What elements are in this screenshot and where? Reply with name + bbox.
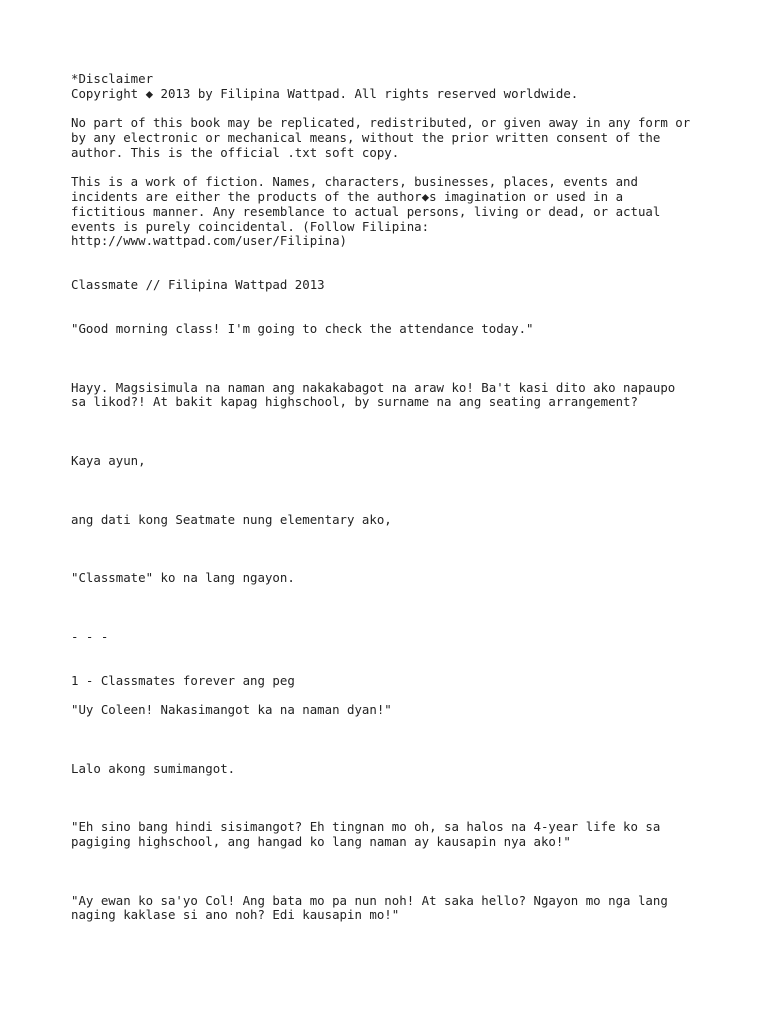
narration-line: sa likod?! At bakit kapag highschool, by surname na ang seating arrangement? xyxy=(71,394,638,409)
fiction-line: incidents are either the products of the author◆s imagination or used in a xyxy=(71,189,624,204)
chapter-heading: 1 - Classmates forever ang peg xyxy=(71,673,295,688)
narration-line: Hayy. Magsisimula na naman ang nakakabagot na araw ko! Ba't kasi dito ako napaupo xyxy=(71,380,676,395)
narration-line: Kaya ayun, xyxy=(71,453,146,468)
narration-line: Lalo akong sumimangot. xyxy=(71,761,236,776)
narration-line: ang dati kong Seatmate nung elementary ako, xyxy=(71,512,392,527)
dialogue-line: naging kaklase si ano noh? Edi kausapin mo!" xyxy=(71,907,400,922)
dialogue-line: "Eh sino bang hindi sisimangot? Eh tingnan mo oh, sa halos na 4-year life ko sa xyxy=(71,819,661,834)
fiction-line: events is purely coincidental. (Follow Filipina: xyxy=(71,219,430,234)
dialogue-line: "Uy Coleen! Nakasimangot ka na naman dyan!" xyxy=(71,702,392,717)
rights-line: author. This is the official .txt soft copy. xyxy=(71,145,400,160)
wattpad-url: http://www.wattpad.com/user/Filipina) xyxy=(71,233,348,248)
fiction-line: This is a work of fiction. Names, characters, businesses, places, events and xyxy=(71,174,638,189)
story-title-line: Classmate // Filipina Wattpad 2013 xyxy=(71,277,325,292)
fiction-line: fictitious manner. Any resemblance to actual persons, living or dead, or actual xyxy=(71,204,661,219)
rights-line: by any electronic or mechanical means, without the prior written consent of the xyxy=(71,130,661,145)
disclaimer-heading: *Disclaimer xyxy=(71,71,154,86)
section-separator: - - - xyxy=(71,629,109,644)
dialogue-line: "Ay ewan ko sa'yo Col! Ang bata mo pa nun noh! At saka hello? Ngayon mo nga lang xyxy=(71,893,668,908)
opening-quote: "Good morning class! I'm going to check the attendance today." xyxy=(71,321,534,336)
dialogue-line: pagiging highschool, ang hangad ko lang naman ay kausapin nya ako!" xyxy=(71,834,571,849)
rights-line: No part of this book may be replicated, redistributed, or given away in any form or xyxy=(71,115,691,130)
narration-line: "Classmate" ko na lang ngayon. xyxy=(71,570,295,585)
copyright-line: Copyright ◆ 2013 by Filipina Wattpad. All rights reserved worldwide. xyxy=(71,86,579,101)
